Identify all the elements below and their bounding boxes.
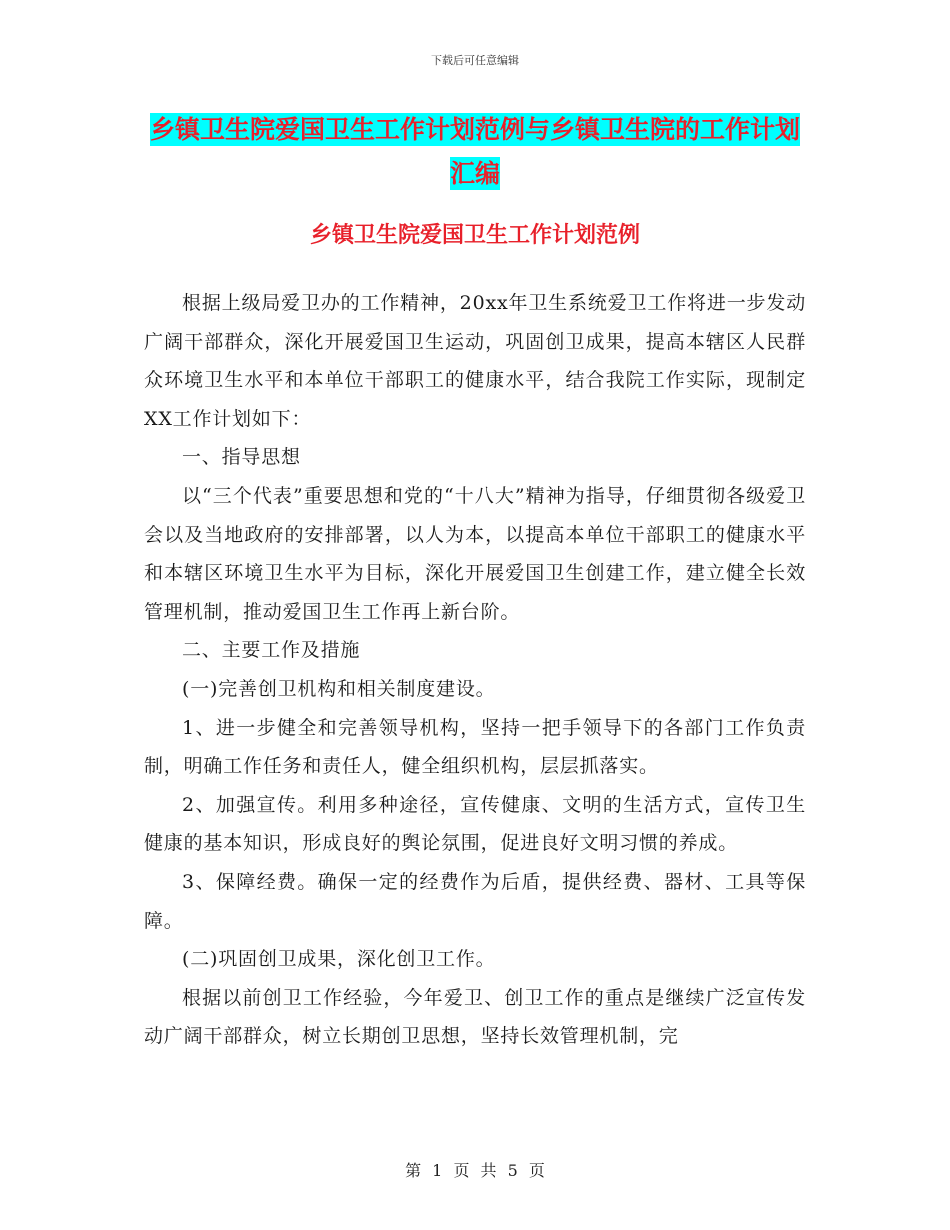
paragraph: 根据以前创卫工作经验，今年爱卫、创卫工作的重点是继续广泛宣传发动广阔干部群众，树立长期创卫思想，坚持长效管理机制，完 [144,986,806,1048]
paragraph-heading: 二、主要工作及措施 [182,639,361,662]
paragraph: 1、进一步健全和完善领导机构，坚持一把手领导下的各部门工作负责制，明确工作任务和责任人，健全组织机构，层层抓落实。 [144,716,806,778]
section-title: 乡镇卫生院爱国卫生工作计划范例 [309,223,640,248]
page-header-note: 下载后可任意编辑 [431,54,519,67]
paragraph: 2、加强宣传。利用多种途径，宣传健康、文明的生活方式，宣传卫生健康的基本知识，形成良好的舆论氛围，促进良好文明习惯的养成。 [144,793,806,855]
paragraph-subheading: (二)巩固创卫成果，深化创卫工作。 [182,948,496,971]
document-title [144,108,806,196]
paragraph: 根据上级局爱卫办的工作精神，20xx年卫生系统爱卫工作将进一步发动广阔干部群众，深化开展爱国卫生运动，巩固创卫成果，提高本辖区人民群众环境卫生水平和本单位干部职工的健康水平，结合我院工作实际，现制定XX工作计划如下： [144,292,806,430]
paragraph: 3、保障经费。确保一定的经费作为后盾，提供经费、器材、工具等保障。 [144,870,806,932]
paragraph: 以“三个代表”重要思想和党的“十八大”精神为指导，仔细贯彻各级爱卫会以及当地政府的安排部署，以人为本，以提高本单位干部职工的健康水平和本辖区环境卫生水平为目标，深化开展爱国卫生创建工作，建立健全长效管理机制，推动爱国卫生工作再上新台阶。 [144,484,806,623]
paragraph-heading: 一、指导思想 [182,446,301,469]
document-body [144,284,806,1056]
document-title-text: 乡镇卫生院爱国卫生工作计划范例与乡镇卫生院的工作计划汇编 [149,115,800,188]
paragraph-subheading: (一)完善创卫机构和相关制度建设。 [182,677,496,700]
page-number: 第 1 页 共 5 页 [405,1161,545,1180]
